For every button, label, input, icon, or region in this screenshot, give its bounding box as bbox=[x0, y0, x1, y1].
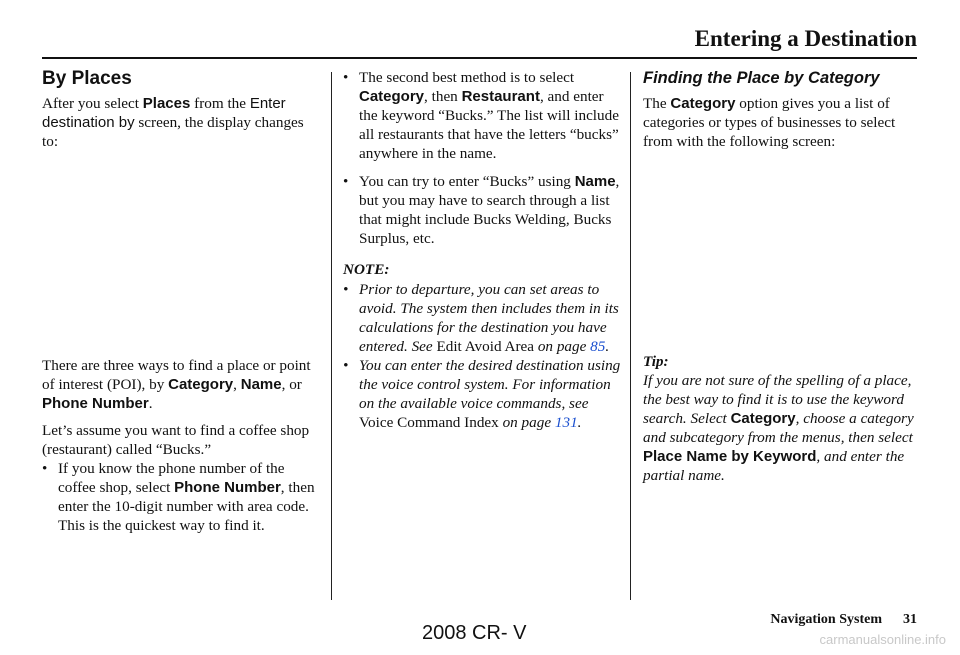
category-label: Category bbox=[730, 410, 796, 427]
text: on page bbox=[498, 414, 555, 431]
text: There are three ways to find a place or point of interest (POI), by bbox=[42, 357, 311, 393]
list-item bbox=[343, 172, 621, 248]
assume-paragraph: Let’s assume you want to find a coffee shop (restaurant) called “Bucks.” bbox=[42, 422, 310, 458]
text: After you select bbox=[42, 95, 143, 112]
category-label: Category bbox=[670, 95, 736, 112]
section-heading: By Places bbox=[42, 68, 132, 89]
text: , then bbox=[424, 88, 462, 105]
voice-command-index-ref: Voice Command Index bbox=[359, 414, 499, 431]
page-title: Entering a Destination bbox=[694, 26, 917, 51]
column-divider bbox=[331, 72, 332, 600]
text: You can try to enter “Bucks” using bbox=[359, 173, 575, 190]
list-item bbox=[42, 459, 320, 535]
text: from the bbox=[190, 95, 250, 112]
column-2 bbox=[343, 68, 621, 432]
text: The second best method is to select bbox=[359, 69, 575, 86]
text: , or bbox=[281, 376, 302, 393]
tip-label: Tip: bbox=[643, 353, 669, 370]
column-divider bbox=[630, 72, 631, 600]
text: The bbox=[643, 95, 671, 112]
text: , and enter the keyword “Bucks.” The list will include all restaurants that have the letters “bucks” anywhere in the name. bbox=[359, 88, 619, 162]
category-label: Category bbox=[168, 376, 234, 393]
name-label: Name bbox=[240, 376, 282, 393]
text: If you are not sure of the spelling of a place, the best way to find it is to use the keyword search. Select bbox=[643, 372, 912, 427]
watermark: carmanualsonline.info bbox=[819, 632, 946, 647]
model-label: 2008 CR- V bbox=[422, 622, 527, 644]
note-list bbox=[343, 280, 621, 432]
screen-image-placeholder bbox=[42, 151, 320, 356]
enter-destination-by-label: Enter destination by bbox=[42, 95, 286, 131]
list-item bbox=[343, 68, 621, 163]
footer-section-label: Navigation System bbox=[770, 612, 882, 627]
text: You can enter the desired destination using the voice control system. For information on the available voice commands, see bbox=[359, 357, 621, 412]
intro-paragraph bbox=[42, 94, 320, 151]
bullet-list bbox=[343, 68, 621, 248]
name-label: Name bbox=[574, 173, 616, 190]
ways-paragraph bbox=[42, 356, 320, 413]
page-link-131[interactable]: 131 bbox=[554, 414, 578, 431]
phone-number-label: Phone Number bbox=[174, 479, 281, 496]
category-intro-paragraph bbox=[643, 94, 919, 151]
restaurant-label: Restaurant bbox=[461, 88, 540, 105]
category-label: Category bbox=[359, 88, 425, 105]
text: , and enter the partial name. bbox=[643, 448, 905, 484]
bullet-list bbox=[42, 459, 320, 535]
text: . bbox=[605, 338, 610, 355]
text: Prior to departure, you can set areas to avoid. The system then includes them in its calculations for the destination you have entered. See bbox=[359, 281, 619, 355]
text: on page bbox=[534, 338, 591, 355]
text: . bbox=[577, 414, 582, 431]
text: , choose a category and subcategory from the menus, then select bbox=[643, 410, 914, 446]
text: , bbox=[233, 376, 241, 393]
place-name-by-keyword-label: Place Name by Keyword bbox=[643, 448, 817, 465]
column-1 bbox=[42, 68, 320, 535]
column-3 bbox=[643, 68, 919, 485]
page-link-85[interactable]: 85 bbox=[590, 338, 606, 355]
subsection-heading: Finding the Place by Category bbox=[643, 69, 880, 87]
text: , then enter the 10-digit number with area code. This is the quickest way to find it. bbox=[58, 479, 315, 534]
page-number: 31 bbox=[903, 612, 917, 627]
text: option gives you a list of categories or types of businesses to select from with the following screen: bbox=[643, 95, 896, 150]
text: , but you may have to search through a list that might include Bucks Welding, Bucks Surplus, etc. bbox=[359, 173, 620, 247]
text: screen, the display changes to: bbox=[42, 114, 304, 150]
phone-number-label: Phone Number bbox=[42, 395, 149, 412]
text: If you know the phone number of the coffee shop, select bbox=[58, 460, 285, 496]
tip-paragraph bbox=[643, 371, 919, 485]
header-divider bbox=[42, 57, 917, 59]
list-item bbox=[343, 356, 621, 432]
list-item bbox=[343, 280, 621, 356]
screen-image-placeholder bbox=[643, 151, 919, 352]
text: . bbox=[148, 395, 153, 412]
edit-avoid-area-ref: Edit Avoid Area bbox=[436, 338, 535, 355]
note-label: NOTE: bbox=[343, 261, 390, 278]
places-label: Places bbox=[142, 95, 191, 112]
